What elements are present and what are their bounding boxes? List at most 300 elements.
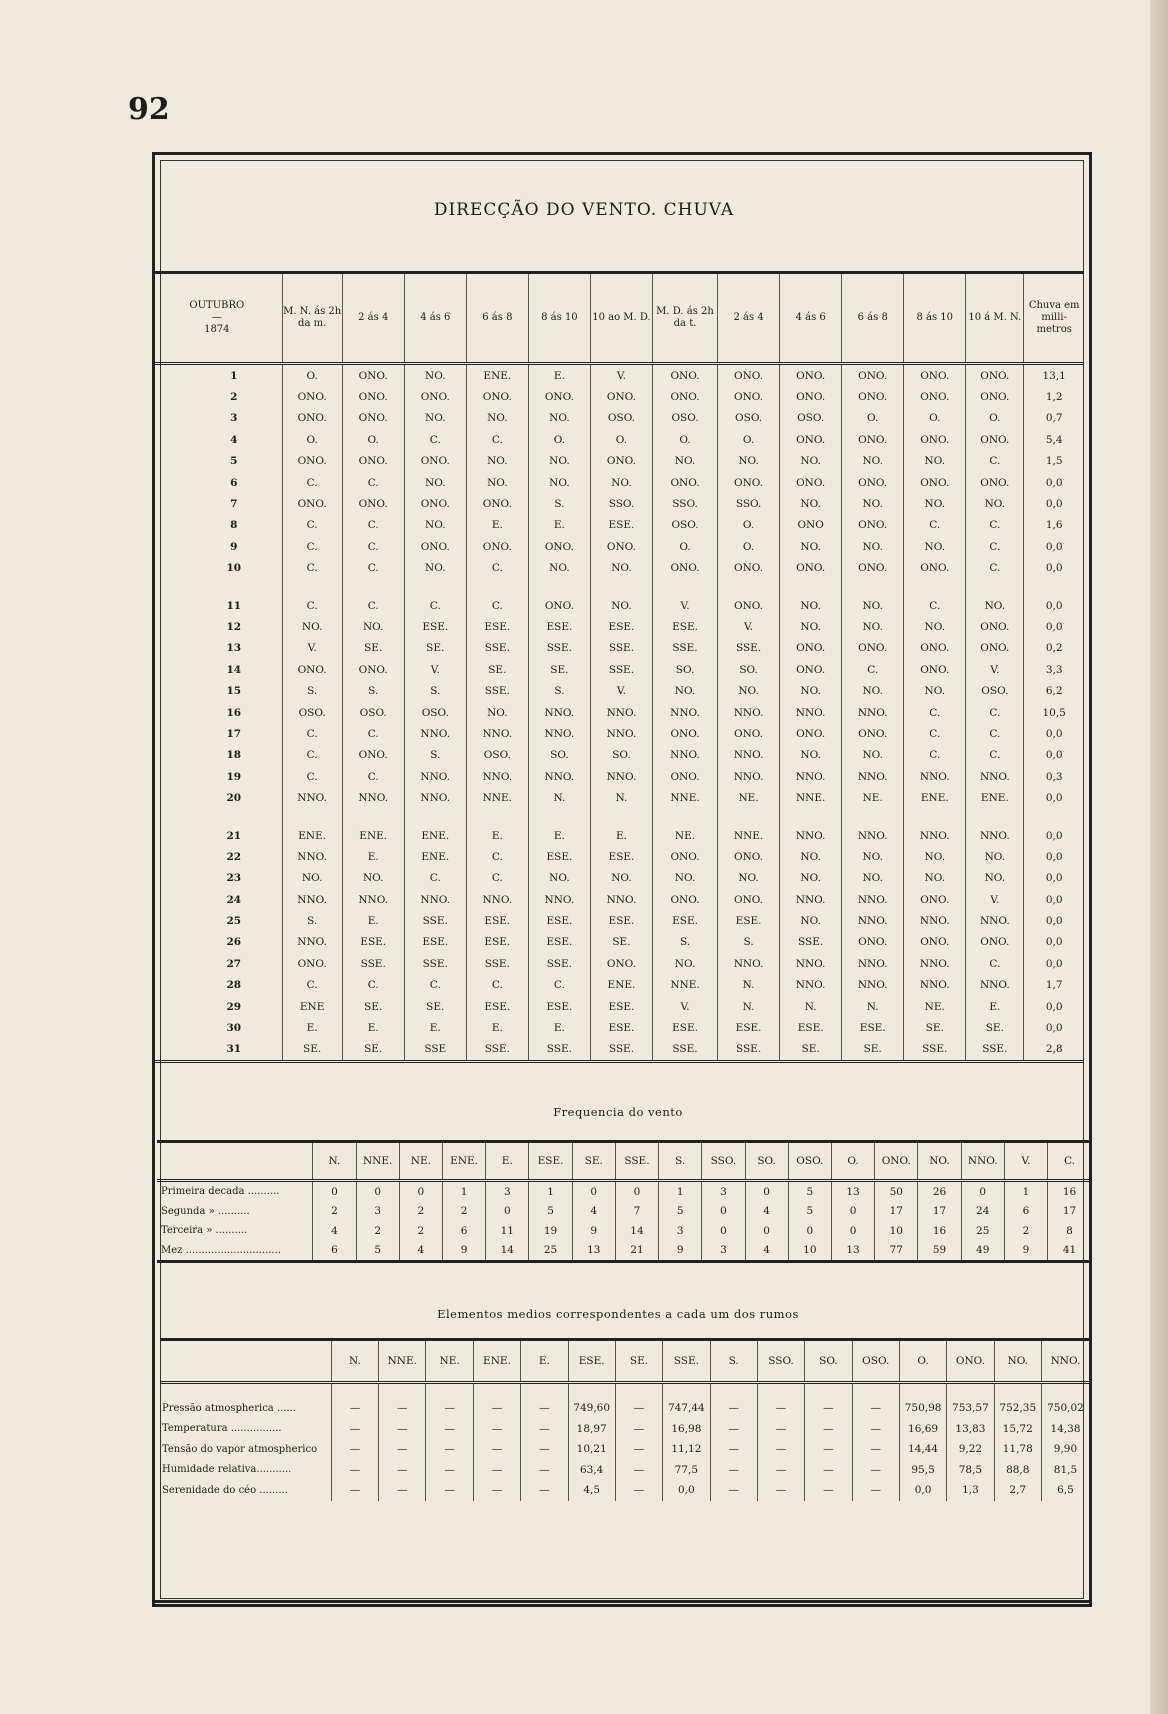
- table-cell: SSE.: [528, 1039, 590, 1062]
- table-cell: C.: [282, 766, 342, 787]
- table-cell: SSE.: [590, 638, 652, 659]
- table-cell: —: [805, 1460, 852, 1481]
- table-row: [157, 1221, 1091, 1241]
- table-cell: ONO.: [718, 889, 780, 910]
- table-cell: 9: [659, 1241, 702, 1262]
- table-cell: NNO.: [590, 723, 652, 744]
- table-cell: —: [757, 1419, 804, 1440]
- table-cell: C.: [966, 451, 1024, 472]
- table-cell: 13,83: [947, 1419, 994, 1440]
- table-cell: ENE.: [904, 787, 966, 808]
- table-cell: NO.: [718, 451, 780, 472]
- column-header: S.: [659, 1142, 702, 1181]
- table-cell: —: [473, 1383, 520, 1419]
- column-header: O.: [899, 1340, 946, 1383]
- table-cell: SSE.: [528, 953, 590, 974]
- table-cell: 2: [442, 1202, 485, 1222]
- table-cell: 0,0: [1024, 745, 1084, 766]
- table-cell: 4: [313, 1221, 356, 1241]
- table-cell: 4: [745, 1241, 788, 1262]
- table-cell: NO.: [590, 558, 652, 579]
- table-cell: 3,3: [1024, 659, 1084, 680]
- table-cell: E.: [528, 515, 590, 536]
- column-header: SO.: [805, 1340, 852, 1383]
- table-cell: ONO.: [404, 451, 466, 472]
- table-cell: C.: [282, 558, 342, 579]
- column-header: S.: [710, 1340, 757, 1383]
- table-cell: C.: [966, 745, 1024, 766]
- table-cell: NNO.: [466, 766, 528, 787]
- table-cell: C.: [342, 723, 404, 744]
- table-cell: SSE: [404, 1039, 466, 1062]
- table-row: [152, 408, 1084, 429]
- table-cell: NNO.: [404, 889, 466, 910]
- table-cell: 14: [486, 1241, 529, 1262]
- table-cell: NO.: [780, 910, 842, 931]
- table-cell: ONO.: [466, 386, 528, 407]
- table-cell: SSO.: [718, 493, 780, 514]
- row-label: Humidade relativa...........: [162, 1464, 292, 1476]
- table-cell: 0: [399, 1181, 442, 1202]
- table-cell: SE.: [282, 1039, 342, 1062]
- table-cell: NNE.: [653, 975, 718, 996]
- table-cell: 11: [486, 1221, 529, 1241]
- table-cell: C.: [842, 659, 904, 680]
- table-cell: NO.: [966, 579, 1024, 616]
- table-cell: SSE.: [653, 1039, 718, 1062]
- table-cell: ONO.: [718, 364, 780, 387]
- table-cell: SSE.: [590, 659, 652, 680]
- table-cell: NNO.: [718, 953, 780, 974]
- table-cell: NO.: [404, 558, 466, 579]
- table-cell: 0: [831, 1221, 874, 1241]
- table-cell: S.: [653, 932, 718, 953]
- table-cell: OSO.: [282, 702, 342, 723]
- column-header: 10 ao M. D.: [590, 273, 652, 364]
- table-cell: 0,0: [1024, 536, 1084, 557]
- day-cell: 3: [230, 412, 238, 425]
- table-cell: S.: [282, 680, 342, 701]
- row-label: Segunda » ..........: [161, 1205, 250, 1217]
- table-cell: SSO.: [590, 493, 652, 514]
- table-cell: NO.: [590, 472, 652, 493]
- table-cell: ESE.: [590, 1017, 652, 1038]
- table-cell: —: [426, 1460, 473, 1481]
- table-cell: —: [331, 1419, 378, 1440]
- table-cell: SSE.: [780, 932, 842, 953]
- column-header: ONO.: [947, 1340, 994, 1383]
- table-cell: 2: [356, 1221, 399, 1241]
- table-cell: S.: [528, 493, 590, 514]
- table-cell: —: [331, 1480, 378, 1501]
- table-cell: NE.: [653, 809, 718, 846]
- table-cell: NO.: [528, 868, 590, 889]
- table-cell: 0,0: [1024, 953, 1084, 974]
- table-row: [152, 723, 1084, 744]
- day-cell: 28: [226, 979, 242, 992]
- table-cell: 1: [529, 1181, 572, 1202]
- table-cell: C.: [904, 745, 966, 766]
- table-cell: 2,8: [1024, 1039, 1084, 1062]
- table-cell: 0,0: [1024, 846, 1084, 867]
- table-row: [152, 846, 1084, 867]
- day-cell: 25: [226, 915, 242, 928]
- table-cell: C.: [966, 536, 1024, 557]
- table-cell: SE.: [342, 638, 404, 659]
- day-cell: 14: [226, 663, 242, 676]
- table-cell: 81,5: [1041, 1460, 1089, 1481]
- table-cell: ESE.: [590, 616, 652, 637]
- column-header: 6 ás 8: [466, 273, 528, 364]
- table-cell: OSO.: [653, 408, 718, 429]
- table-cell: ONO.: [780, 364, 842, 387]
- table-cell: 21: [615, 1241, 658, 1262]
- table-cell: 6,2: [1024, 680, 1084, 701]
- table-cell: ONO.: [966, 386, 1024, 407]
- table-cell: ENE.: [282, 809, 342, 846]
- table-cell: O.: [590, 429, 652, 450]
- table-cell: NO.: [404, 364, 466, 387]
- table-cell: 2: [1004, 1221, 1047, 1241]
- table-cell: —: [331, 1439, 378, 1460]
- table-cell: 10,21: [568, 1439, 615, 1460]
- table-cell: V.: [966, 889, 1024, 910]
- table-cell: 3: [356, 1202, 399, 1222]
- table-cell: E.: [282, 1017, 342, 1038]
- table-cell: NO.: [904, 536, 966, 557]
- table-cell: ONO.: [404, 493, 466, 514]
- table-cell: NNO.: [404, 766, 466, 787]
- day-cell: 27: [226, 957, 242, 970]
- table-cell: V.: [590, 680, 652, 701]
- table-cell: NE.: [718, 787, 780, 808]
- table-cell: NNO.: [718, 702, 780, 723]
- table-cell: NNO.: [282, 932, 342, 953]
- table-row: [160, 1419, 1089, 1440]
- table-cell: —: [331, 1460, 378, 1481]
- table-cell: NNO.: [404, 787, 466, 808]
- page-number: 92: [128, 92, 170, 127]
- table-cell: V.: [282, 638, 342, 659]
- table-cell: E.: [466, 515, 528, 536]
- table-cell: ONO.: [842, 638, 904, 659]
- column-header: E.: [521, 1340, 568, 1383]
- table-cell: ONO.: [342, 386, 404, 407]
- table-cell: ONO.: [780, 659, 842, 680]
- table-cell: ENE: [282, 996, 342, 1017]
- table-row: [152, 579, 1084, 616]
- table-row: [160, 1460, 1089, 1481]
- row-label: Temperatura ................: [162, 1423, 282, 1435]
- table-cell: SSE.: [528, 638, 590, 659]
- table-cell: ESE.: [342, 932, 404, 953]
- table-cell: NNO.: [718, 745, 780, 766]
- table-cell: C.: [282, 745, 342, 766]
- column-header: ONO.: [875, 1142, 918, 1181]
- table-cell: NO.: [528, 558, 590, 579]
- table-cell: ONO.: [842, 364, 904, 387]
- table-cell: —: [757, 1383, 804, 1419]
- table-cell: ONO.: [653, 889, 718, 910]
- table-cell: 753,57: [947, 1383, 994, 1419]
- column-header: SE.: [615, 1340, 662, 1383]
- table-cell: NNO.: [780, 809, 842, 846]
- table-cell: SSE.: [718, 1039, 780, 1062]
- table-cell: C.: [282, 723, 342, 744]
- table-cell: NO.: [780, 680, 842, 701]
- table-cell: SE.: [966, 1017, 1024, 1038]
- table-cell: SSE.: [966, 1039, 1024, 1062]
- table-row: [152, 809, 1084, 846]
- table-cell: ONO.: [282, 493, 342, 514]
- table-cell: ENE.: [342, 809, 404, 846]
- table-cell: ESE.: [842, 1017, 904, 1038]
- table-cell: NNO.: [780, 702, 842, 723]
- table-cell: ONO.: [282, 386, 342, 407]
- table-cell: O.: [653, 429, 718, 450]
- table-row: [152, 910, 1084, 931]
- table-cell: C.: [466, 579, 528, 616]
- table-cell: S.: [718, 932, 780, 953]
- table-cell: 1: [442, 1181, 485, 1202]
- table-cell: SSE.: [404, 953, 466, 974]
- column-header: SSE.: [615, 1142, 658, 1181]
- table-cell: C.: [404, 429, 466, 450]
- table-cell: C.: [466, 558, 528, 579]
- table-cell: NNO.: [904, 975, 966, 996]
- table-cell: ONO.: [653, 766, 718, 787]
- table-cell: ONO.: [904, 932, 966, 953]
- table-cell: NO.: [842, 616, 904, 637]
- table-cell: 16,69: [899, 1419, 946, 1440]
- table-cell: SSE.: [904, 1039, 966, 1062]
- table-cell: SE.: [404, 638, 466, 659]
- table-cell: 1: [1004, 1181, 1047, 1202]
- table-cell: ESE.: [466, 996, 528, 1017]
- table-cell: NO.: [966, 493, 1024, 514]
- table-cell: 5: [788, 1202, 831, 1222]
- table-cell: SO.: [653, 659, 718, 680]
- table-cell: 3: [486, 1181, 529, 1202]
- row-label: Mez ..............................: [157, 1241, 313, 1262]
- table-cell: ONO.: [342, 745, 404, 766]
- column-header: ENE.: [442, 1142, 485, 1181]
- table-cell: C.: [904, 579, 966, 616]
- table-cell: E.: [528, 1017, 590, 1038]
- table-cell: E.: [590, 809, 652, 846]
- table-cell: NNO.: [904, 766, 966, 787]
- table-cell: 0: [313, 1181, 356, 1202]
- column-header: OSO.: [788, 1142, 831, 1181]
- column-header: NNO.: [961, 1142, 1004, 1181]
- table-cell: NO.: [590, 868, 652, 889]
- table-cell: SSO.: [653, 493, 718, 514]
- table-cell: 77,5: [663, 1460, 710, 1481]
- table-cell: C.: [466, 846, 528, 867]
- table-cell: —: [379, 1383, 426, 1419]
- table-cell: O.: [842, 408, 904, 429]
- table-cell: 13: [831, 1241, 874, 1262]
- table-cell: O.: [342, 429, 404, 450]
- table-cell: E.: [966, 996, 1024, 1017]
- table-cell: O.: [718, 536, 780, 557]
- table-cell: 1,3: [947, 1480, 994, 1501]
- table-cell: E.: [342, 846, 404, 867]
- table-cell: ONO.: [904, 889, 966, 910]
- table-cell: O.: [282, 364, 342, 387]
- table-cell: SO.: [590, 745, 652, 766]
- table-cell: NO.: [780, 616, 842, 637]
- table-cell: NNO.: [653, 745, 718, 766]
- table-cell: —: [379, 1439, 426, 1460]
- table-cell: SE.: [342, 996, 404, 1017]
- table-cell: 0: [745, 1181, 788, 1202]
- table-cell: C.: [966, 702, 1024, 723]
- table-cell: 0,0: [1024, 493, 1084, 514]
- table-cell: NO.: [282, 868, 342, 889]
- table-cell: C.: [282, 975, 342, 996]
- table-cell: 9,90: [1041, 1439, 1089, 1460]
- table-cell: NO.: [528, 408, 590, 429]
- wind-frequency-table: [157, 1140, 1091, 1263]
- elements-title: Elementos medios correspondentes a cada um dos rumos: [437, 1307, 799, 1321]
- table-cell: ENE.: [466, 364, 528, 387]
- table-cell: 0,3: [1024, 766, 1084, 787]
- table-row: [152, 889, 1084, 910]
- table-cell: 2,7: [994, 1480, 1041, 1501]
- table-cell: —: [379, 1419, 426, 1440]
- table-cell: NNO.: [590, 766, 652, 787]
- table-cell: NNO.: [282, 787, 342, 808]
- table-cell: —: [757, 1460, 804, 1481]
- table-cell: 9: [1004, 1241, 1047, 1262]
- table-cell: NE.: [842, 787, 904, 808]
- table-cell: ONO.: [842, 515, 904, 536]
- table-cell: SO.: [528, 745, 590, 766]
- table-cell: 10: [788, 1241, 831, 1262]
- table-cell: 6,5: [1041, 1480, 1089, 1501]
- day-cell: 5: [230, 455, 238, 468]
- table-cell: NO.: [404, 515, 466, 536]
- table-cell: —: [521, 1419, 568, 1440]
- table-cell: ESE.: [404, 616, 466, 637]
- table-cell: 7: [615, 1202, 658, 1222]
- table-cell: 0,0: [1024, 579, 1084, 616]
- table-cell: SSE.: [466, 953, 528, 974]
- table-cell: ONO.: [528, 579, 590, 616]
- table-cell: ESE.: [528, 910, 590, 931]
- table-cell: C.: [466, 868, 528, 889]
- day-cell: 18: [226, 749, 242, 762]
- table-cell: NNO.: [590, 702, 652, 723]
- table-cell: C.: [342, 766, 404, 787]
- table-cell: 1,5: [1024, 451, 1084, 472]
- table-cell: 16: [1048, 1181, 1091, 1202]
- table-row: [152, 429, 1084, 450]
- bottom-rule: [152, 1600, 1092, 1603]
- table-cell: 0,0: [1024, 558, 1084, 579]
- table-cell: ESE.: [653, 910, 718, 931]
- table-row: [160, 1383, 1089, 1419]
- table-cell: N.: [590, 787, 652, 808]
- table-cell: NO.: [966, 846, 1024, 867]
- table-cell: ONO.: [718, 472, 780, 493]
- table-cell: ONO.: [780, 386, 842, 407]
- table-cell: —: [426, 1419, 473, 1440]
- table-cell: C.: [466, 975, 528, 996]
- table-cell: SE.: [590, 932, 652, 953]
- table-cell: SO.: [718, 659, 780, 680]
- table-row: [152, 868, 1084, 889]
- table-cell: ESE.: [466, 616, 528, 637]
- table-cell: —: [852, 1480, 899, 1501]
- column-header: 2 ás 4: [342, 273, 404, 364]
- table-cell: OSO.: [342, 702, 404, 723]
- table-cell: NNO.: [780, 975, 842, 996]
- table-cell: V.: [966, 659, 1024, 680]
- table-cell: ESE.: [718, 1017, 780, 1038]
- table-cell: ONO.: [282, 408, 342, 429]
- table-row: [152, 472, 1084, 493]
- table-cell: NO.: [282, 616, 342, 637]
- table-cell: NO.: [466, 408, 528, 429]
- table-cell: 0,0: [1024, 787, 1084, 808]
- column-header: 10 á M. N.: [966, 273, 1024, 364]
- table-cell: NO.: [966, 868, 1024, 889]
- table-cell: SE.: [904, 1017, 966, 1038]
- table-cell: 0: [745, 1221, 788, 1241]
- table-cell: 0,0: [1024, 910, 1084, 931]
- table-cell: NNO.: [282, 846, 342, 867]
- day-cell: 16: [226, 706, 242, 719]
- table-cell: NNE.: [653, 787, 718, 808]
- table-cell: NO.: [404, 408, 466, 429]
- table-cell: —: [473, 1480, 520, 1501]
- table-cell: —: [615, 1419, 662, 1440]
- table-row: [152, 702, 1084, 723]
- column-header: ENE.: [473, 1340, 520, 1383]
- day-cell: 21: [226, 829, 242, 842]
- table-cell: C.: [342, 515, 404, 536]
- table-cell: C.: [282, 579, 342, 616]
- table-cell: ONO.: [342, 451, 404, 472]
- day-cell: 11: [226, 599, 242, 612]
- table-cell: 5: [529, 1202, 572, 1222]
- table-cell: —: [331, 1383, 378, 1419]
- table-cell: 1,6: [1024, 515, 1084, 536]
- table-cell: O.: [718, 515, 780, 536]
- table-cell: 17: [918, 1202, 961, 1222]
- table-cell: NE.: [904, 996, 966, 1017]
- day-cell: 9: [230, 540, 238, 553]
- table-cell: 95,5: [899, 1460, 946, 1481]
- table-cell: NO.: [904, 868, 966, 889]
- table-cell: 2: [399, 1221, 442, 1241]
- day-cell: 29: [226, 1000, 242, 1013]
- table-cell: SSE.: [718, 638, 780, 659]
- table-cell: —: [852, 1460, 899, 1481]
- table-cell: NNO.: [466, 889, 528, 910]
- table-cell: 10: [875, 1221, 918, 1241]
- table-cell: NNE.: [718, 809, 780, 846]
- table-row: [152, 364, 1084, 387]
- table-cell: NNO.: [528, 702, 590, 723]
- table-cell: SE.: [842, 1039, 904, 1062]
- table-cell: NNE.: [780, 787, 842, 808]
- table-cell: —: [615, 1460, 662, 1481]
- column-header: SSE.: [663, 1340, 710, 1383]
- table-cell: ONO.: [342, 493, 404, 514]
